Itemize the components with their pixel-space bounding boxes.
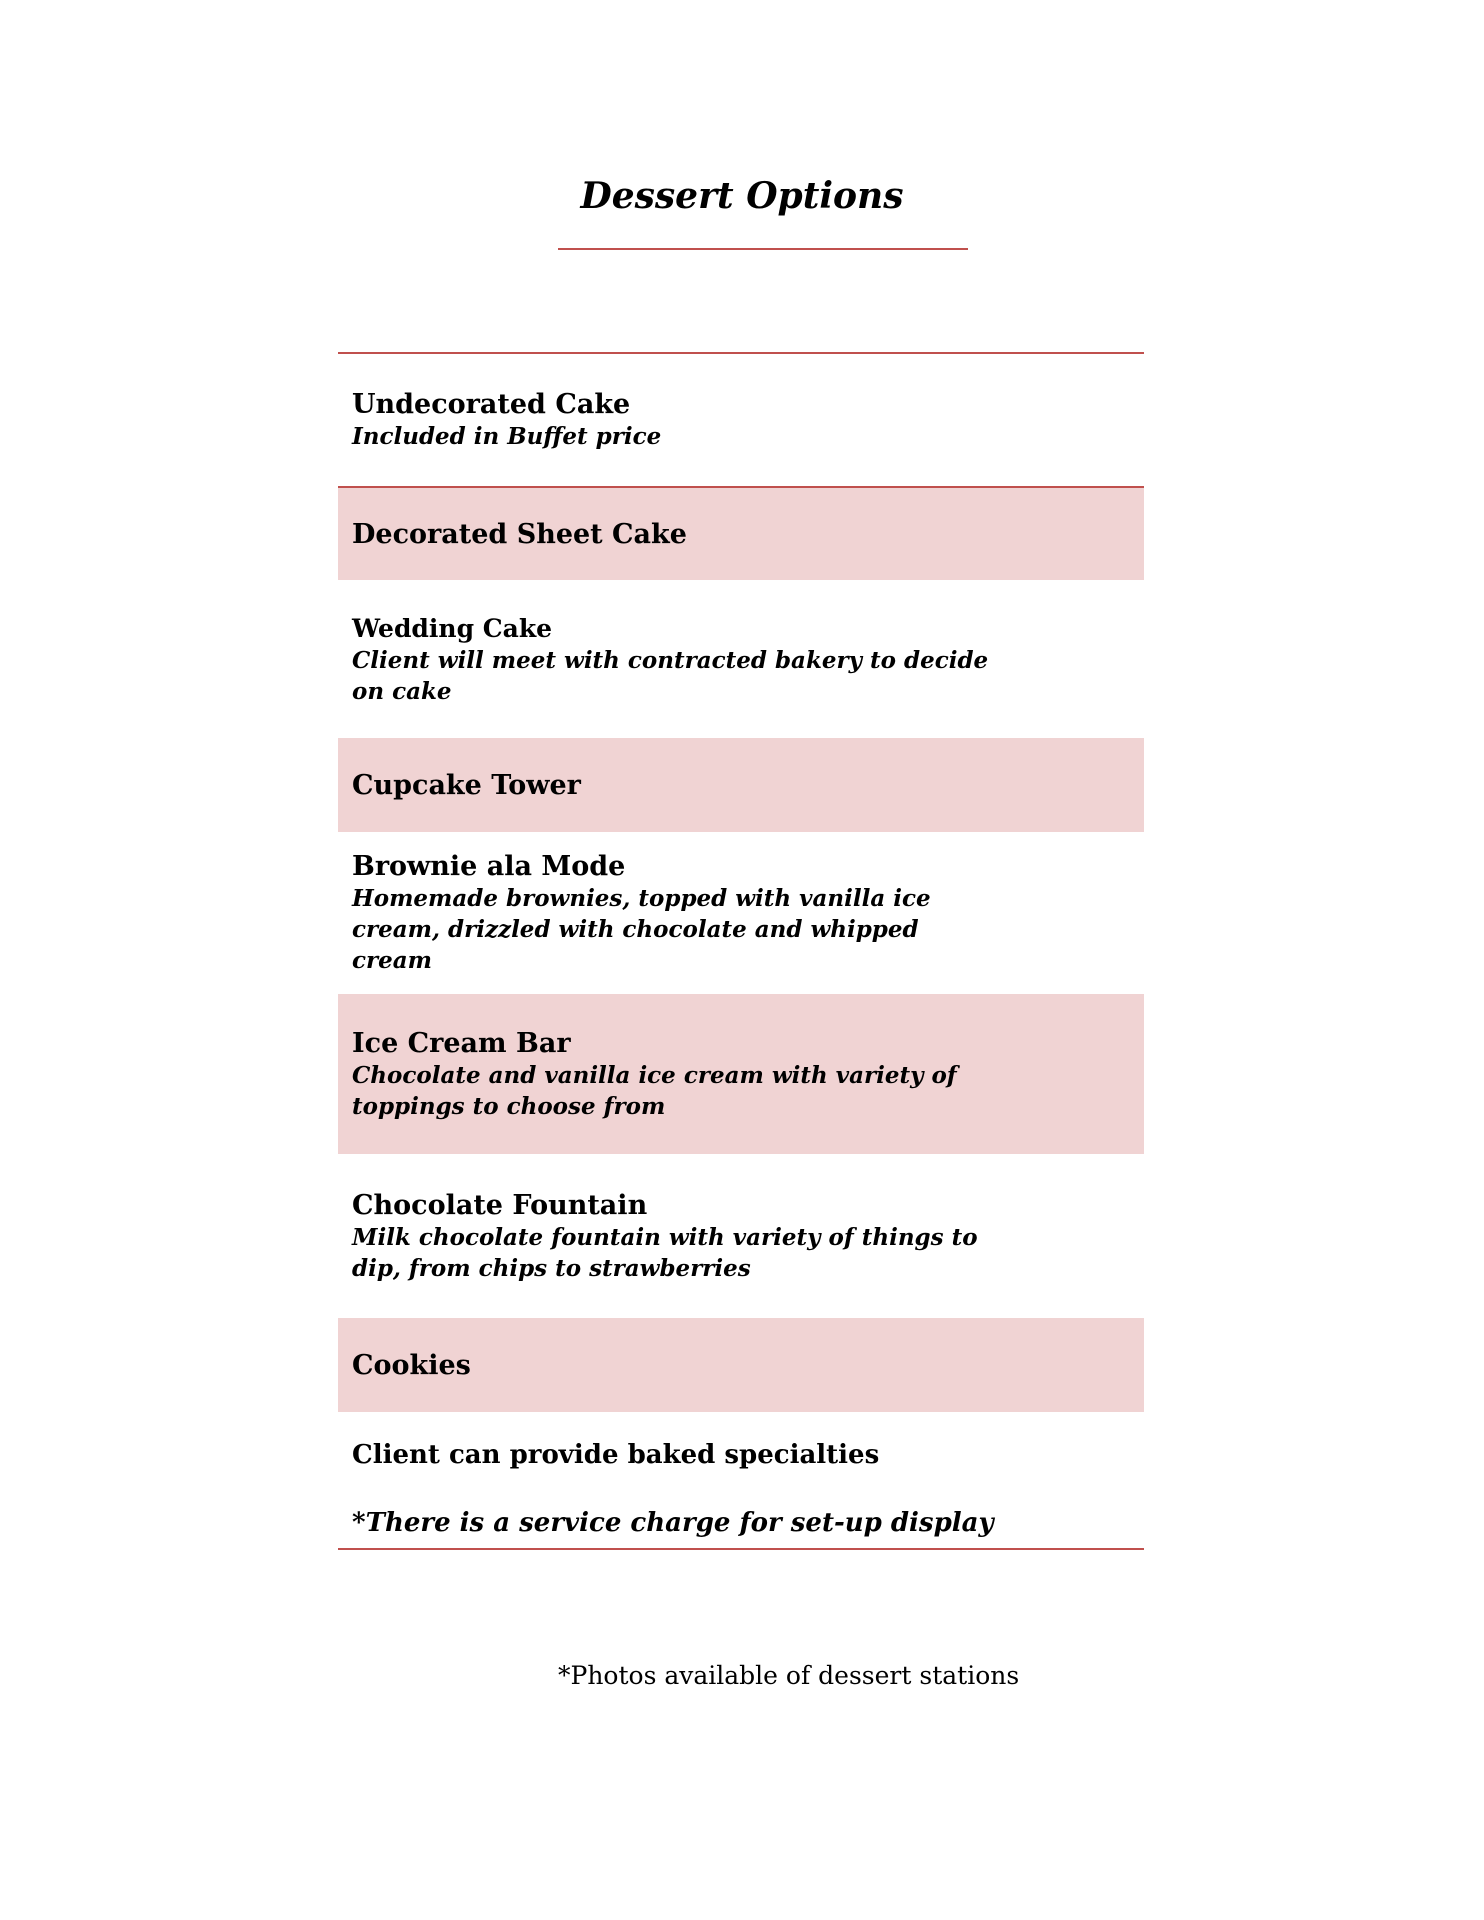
menu-row-chocolate-fountain (338, 1154, 1144, 1318)
menu-row-brownie-ala-mode (338, 832, 1144, 994)
menu-row-cupcake-tower (338, 738, 1144, 832)
page-title: Dessert Options (580, 175, 904, 217)
photos-note: *Photos available of dessert stations (558, 1661, 1020, 1690)
item-name: Ice Cream Bar (352, 1027, 571, 1059)
item-name: Brownie ala Mode (352, 851, 626, 882)
item-name: Decorated Sheet Cake (352, 518, 687, 550)
title-divider (558, 248, 968, 250)
item-name: Cookies (352, 1349, 471, 1381)
menu-row-undecorated-cake (338, 354, 1144, 486)
item-name: Wedding Cake (352, 613, 553, 643)
item-description: Chocolate and vanilla ice cream with variety of toppings to choose from (352, 1061, 957, 1120)
menu-row-cookies (338, 1318, 1144, 1412)
item-name: Undecorated Cake (352, 389, 631, 420)
menu-row-specialties (338, 1412, 1144, 1548)
menu-row-ice-cream-bar (338, 994, 1144, 1154)
service-charge-note: *There is a service charge for set-up display (352, 1508, 994, 1538)
dessert-menu-table (338, 352, 1144, 1550)
item-description: Milk chocolate fountain with variety of things to dip, from chips to strawberries (352, 1223, 978, 1282)
item-description: Included in Buffet price (352, 423, 662, 450)
item-name: Chocolate Fountain (352, 1189, 648, 1221)
specialties-text: Client can provide baked specialties (352, 1440, 880, 1470)
item-description: Homemade brownies, topped with vanilla ice cream, drizzled with chocolate and whipped cream (352, 885, 931, 974)
item-name: Cupcake Tower (352, 769, 581, 801)
menu-row-decorated-sheet-cake (338, 486, 1144, 580)
item-description: Client will meet with contracted bakery to decide on cake (352, 646, 989, 705)
menu-row-wedding-cake (338, 580, 1144, 738)
